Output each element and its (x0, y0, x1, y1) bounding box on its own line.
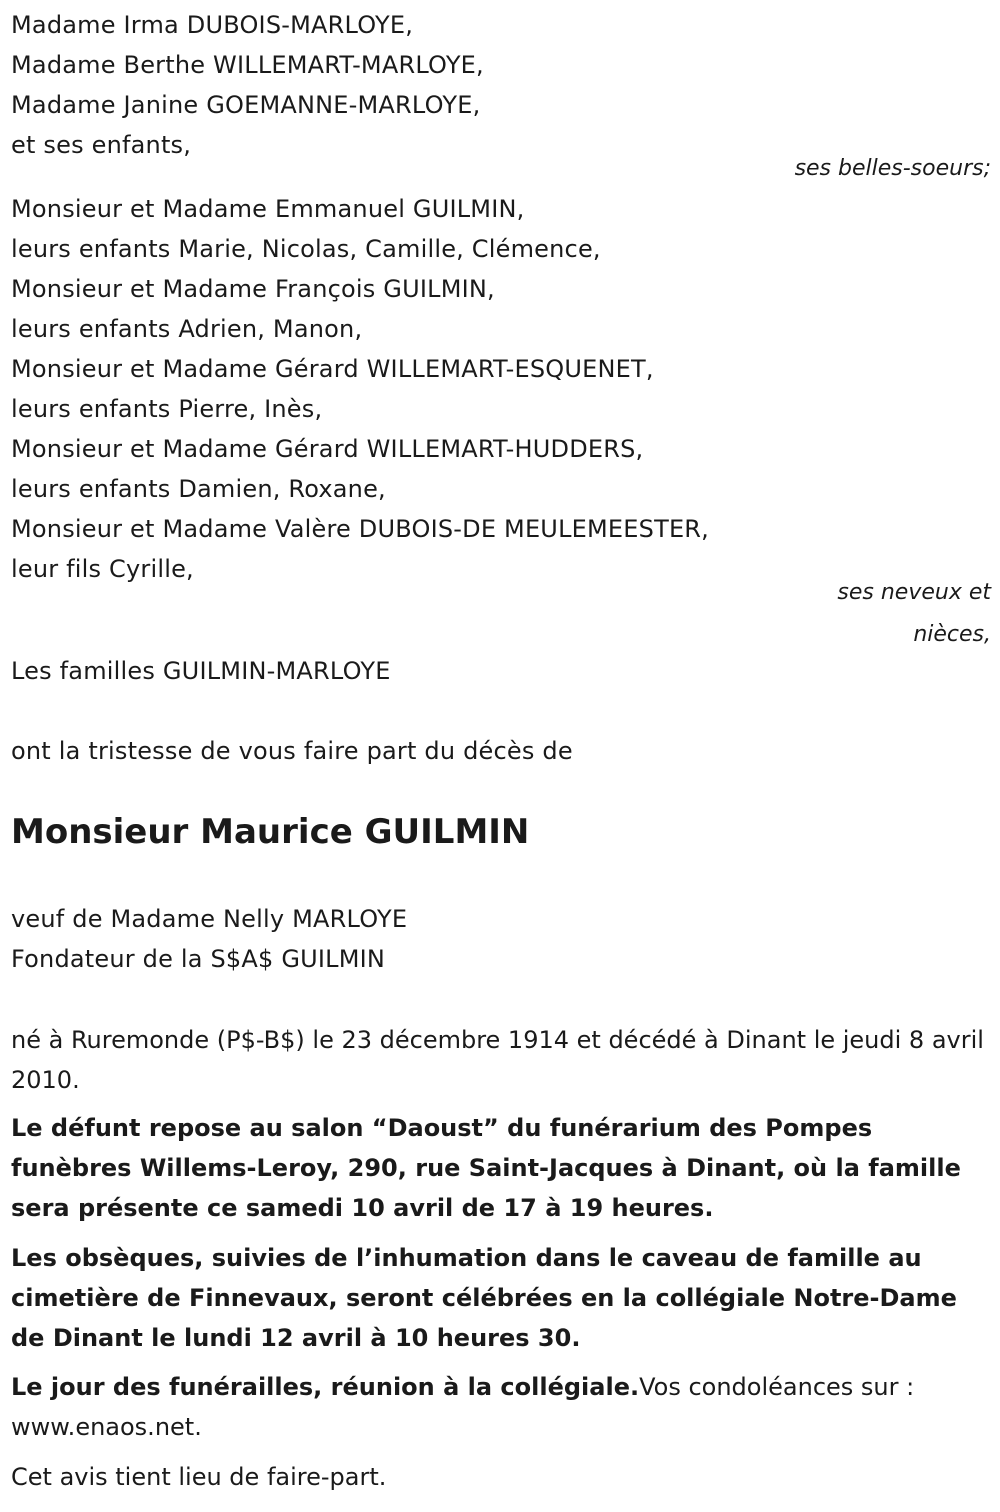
family-line: Monsieur et Madame Gérard WILLEMART-HUDDERS, (11, 435, 644, 463)
family-line: leur fils Cyrille, (11, 555, 194, 583)
condolences-text: Vos condoléances sur : www.enaos.net. (11, 1373, 915, 1441)
relation-line: ses neveux et (837, 580, 991, 605)
announcement-line: ont la tristesse de vous faire part du décès de (11, 737, 573, 765)
family-line: Madame Janine GOEMANNE-MARLOYE, (11, 91, 481, 119)
family-line: Monsieur et Madame Valère DUBOIS-DE MEULEMEESTER, (11, 515, 710, 543)
family-line: leurs enfants Marie, Nicolas, Camille, Clémence, (11, 235, 601, 263)
family-line: Monsieur et Madame Emmanuel GUILMIN, (11, 195, 525, 223)
founder-line: Fondateur de la S$A$ GUILMIN (11, 945, 386, 973)
funeral-info-paragraph: Les obsèques, suivies de l’inhumation dans le caveau de famille au cimetière de Finnevaux, seront célébrées en la collégiale Notre-Dame de Dinant le lundi 12 avril à 10 heures 30. (11, 1244, 957, 1352)
families-line: Les familles GUILMIN-MARLOYE (11, 657, 391, 685)
family-line: leurs enfants Damien, Roxane, (11, 475, 386, 503)
relation-label-nephews (837, 572, 991, 656)
birth-death-paragraph: né à Ruremonde (P$-B$) le 23 décembre 1914 et décédé à Dinant le jeudi 8 avril 2010. (11, 1026, 984, 1094)
family-line: et ses enfants, (11, 131, 192, 159)
rest-info-paragraph: Le défunt repose au salon “Daoust” du funérarium des Pompes funèbres Willems-Leroy, 290, rue Saint-Jacques à Dinant, où la famille sera présente ce samedi 10 avril de 17 à 19 heures. (11, 1114, 961, 1222)
family-line: leurs enfants Adrien, Manon, (11, 315, 363, 343)
nephews-list (11, 189, 709, 589)
family-line: Monsieur et Madame François GUILMIN, (11, 275, 495, 303)
widow-line: veuf de Madame Nelly MARLOYE (11, 905, 408, 933)
notice-line: Cet avis tient lieu de faire-part. (11, 1463, 387, 1491)
sisters-in-law-list (11, 5, 484, 165)
relation-line: nièces, (913, 622, 991, 647)
deceased-name: Monsieur Maurice GUILMIN (11, 812, 530, 852)
family-line: Madame Irma DUBOIS-MARLOYE, (11, 11, 414, 39)
funeral-day-bold: Le jour des funérailles, réunion à la collégiale. (11, 1373, 640, 1401)
family-line: leurs enfants Pierre, Inès, (11, 395, 323, 423)
deceased-details (11, 899, 407, 979)
funeral-day-paragraph (11, 1367, 991, 1447)
family-line: Madame Berthe WILLEMART-MARLOYE, (11, 51, 484, 79)
family-line: Monsieur et Madame Gérard WILLEMART-ESQUENET, (11, 355, 654, 383)
relation-label-sisters: ses belles-soeurs; (794, 156, 991, 181)
